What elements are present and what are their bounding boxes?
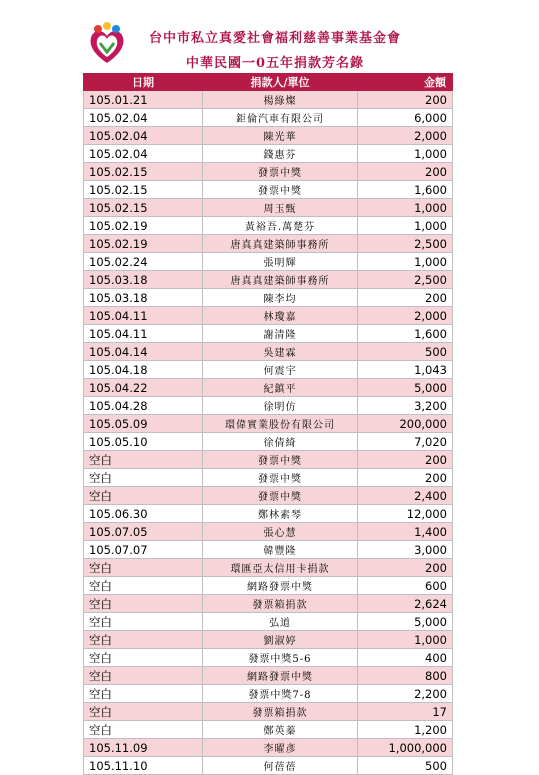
- row-date: 105.02.19: [84, 217, 203, 235]
- row-date: 105.02.04: [84, 145, 203, 163]
- table-row: [84, 721, 453, 739]
- row-date: 105.11.09: [84, 739, 203, 757]
- row-amount: 200,000: [358, 415, 453, 433]
- row-amount: 1,000,000: [358, 739, 453, 757]
- row-date: 105.06.30: [84, 505, 203, 523]
- row-date: 105.03.18: [84, 271, 203, 289]
- table-row: [84, 163, 453, 181]
- row-amount: 200: [358, 451, 453, 469]
- row-donor: 楊綠燦: [203, 91, 358, 109]
- row-date: 空白: [84, 631, 203, 649]
- table-row: [84, 469, 453, 487]
- table-row: [84, 307, 453, 325]
- table-row: [84, 577, 453, 595]
- row-amount: 3,200: [358, 397, 453, 415]
- row-donor: 唐真真建築師事務所: [203, 271, 358, 289]
- table-row: [84, 271, 453, 289]
- row-date: 105.04.11: [84, 307, 203, 325]
- table-row: [84, 649, 453, 667]
- row-amount: 2,624: [358, 595, 453, 613]
- row-donor: 環偉實業股份有限公司: [203, 415, 358, 433]
- row-donor: 發票中獎5-6: [203, 649, 358, 667]
- donation-table: [83, 73, 453, 775]
- row-amount: 400: [358, 649, 453, 667]
- header-date: 日期: [84, 74, 203, 91]
- row-amount: 200: [358, 91, 453, 109]
- row-date: 空白: [84, 613, 203, 631]
- row-donor: 何蓓蓓: [203, 757, 358, 775]
- row-donor: 紀鎮平: [203, 379, 358, 397]
- table-row: [84, 631, 453, 649]
- table-row: [84, 523, 453, 541]
- row-date: 105.04.18: [84, 361, 203, 379]
- table-row: [84, 559, 453, 577]
- row-donor: 韓豐隆: [203, 541, 358, 559]
- row-donor: 發票中獎: [203, 469, 358, 487]
- row-donor: 發票中獎: [203, 451, 358, 469]
- header-donor: 捐款人/單位: [203, 74, 358, 91]
- row-donor: 黃裕吾.萬楚芬: [203, 217, 358, 235]
- row-date: 105.04.22: [84, 379, 203, 397]
- row-donor: 發票中獎: [203, 163, 358, 181]
- row-amount: 1,200: [358, 721, 453, 739]
- table-row: [84, 181, 453, 199]
- row-amount: 1,043: [358, 361, 453, 379]
- row-donor: 唐真真建築師事務所: [203, 235, 358, 253]
- row-date: 105.11.10: [84, 757, 203, 775]
- table-row: [84, 217, 453, 235]
- row-date: 105.04.28: [84, 397, 203, 415]
- foundation-logo: [86, 21, 128, 65]
- donation-list-title: 中華民國一0五年捐款芳名錄: [185, 56, 365, 71]
- row-donor: 徐倩綺: [203, 433, 358, 451]
- table-row: [84, 667, 453, 685]
- table-row: [84, 235, 453, 253]
- row-amount: 1,000: [358, 199, 453, 217]
- row-amount: 5,000: [358, 613, 453, 631]
- table-row: [84, 91, 453, 109]
- row-date: 空白: [84, 577, 203, 595]
- organization-title: 台中市私立真愛社會福利慈善事業基金會: [148, 31, 401, 46]
- row-donor: 張心慧: [203, 523, 358, 541]
- row-date: 105.07.07: [84, 541, 203, 559]
- row-date: 105.02.04: [84, 109, 203, 127]
- row-donor: 發票中獎: [203, 487, 358, 505]
- row-donor: 李曜彥: [203, 739, 358, 757]
- table-row: [84, 379, 453, 397]
- row-amount: 2,200: [358, 685, 453, 703]
- row-date: 空白: [84, 685, 203, 703]
- row-date: 105.04.11: [84, 325, 203, 343]
- row-amount: 2,500: [358, 235, 453, 253]
- row-date: 空白: [84, 595, 203, 613]
- row-amount: 2,000: [358, 307, 453, 325]
- table-row: [84, 289, 453, 307]
- row-amount: 1,000: [358, 253, 453, 271]
- table-row: [84, 109, 453, 127]
- table-header-row: [84, 74, 453, 91]
- table-row: [84, 397, 453, 415]
- row-date: 空白: [84, 721, 203, 739]
- row-amount: 200: [358, 469, 453, 487]
- row-amount: 200: [358, 289, 453, 307]
- row-donor: 網路發票中獎: [203, 667, 358, 685]
- row-donor: 網路發票中獎: [203, 577, 358, 595]
- row-amount: 2,500: [358, 271, 453, 289]
- row-amount: 500: [358, 757, 453, 775]
- row-donor: 環匯亞太信用卡捐款: [203, 559, 358, 577]
- table-row: [84, 685, 453, 703]
- table-row: [84, 613, 453, 631]
- row-date: 105.02.15: [84, 163, 203, 181]
- row-donor: 發票箱捐款: [203, 703, 358, 721]
- row-amount: 12,000: [358, 505, 453, 523]
- row-date: 105.07.05: [84, 523, 203, 541]
- header-amount: 金額: [358, 74, 453, 91]
- row-amount: 1,000: [358, 145, 453, 163]
- row-date: 105.02.15: [84, 199, 203, 217]
- row-date: 空白: [84, 667, 203, 685]
- row-donor: 吳建霖: [203, 343, 358, 361]
- table-row: [84, 199, 453, 217]
- row-donor: 鉅倫汽車有限公司: [203, 109, 358, 127]
- row-donor: 徐明仿: [203, 397, 358, 415]
- row-donor: 錢惠芬: [203, 145, 358, 163]
- row-donor: 林瓊嘉: [203, 307, 358, 325]
- row-donor: 發票中獎: [203, 181, 358, 199]
- table-row: [84, 487, 453, 505]
- row-date: 105.01.21: [84, 91, 203, 109]
- row-date: 105.02.19: [84, 235, 203, 253]
- row-date: 空白: [84, 649, 203, 667]
- row-amount: 800: [358, 667, 453, 685]
- row-date: 105.02.24: [84, 253, 203, 271]
- row-donor: 鄭林素琴: [203, 505, 358, 523]
- row-date: 空白: [84, 487, 203, 505]
- row-date: 空白: [84, 451, 203, 469]
- row-amount: 7,020: [358, 433, 453, 451]
- row-donor: 鄭英蓁: [203, 721, 358, 739]
- table-row: [84, 433, 453, 451]
- row-donor: 陳李均: [203, 289, 358, 307]
- row-date: 空白: [84, 703, 203, 721]
- row-donor: 周玉甄: [203, 199, 358, 217]
- row-amount: 600: [358, 577, 453, 595]
- row-date: 105.02.15: [84, 181, 203, 199]
- row-amount: 1,000: [358, 631, 453, 649]
- row-donor: 弘道: [203, 613, 358, 631]
- table-row: [84, 595, 453, 613]
- row-amount: 1,000: [358, 217, 453, 235]
- row-date: 空白: [84, 559, 203, 577]
- row-amount: 5,000: [358, 379, 453, 397]
- row-amount: 3,000: [358, 541, 453, 559]
- row-amount: 17: [358, 703, 453, 721]
- row-donor: 劉淑婷: [203, 631, 358, 649]
- table-row: [84, 739, 453, 757]
- row-donor: 張明輝: [203, 253, 358, 271]
- table-row: [84, 415, 453, 433]
- row-amount: 2,000: [358, 127, 453, 145]
- table-row: [84, 757, 453, 775]
- row-amount: 1,600: [358, 325, 453, 343]
- row-amount: 200: [358, 163, 453, 181]
- row-amount: 6,000: [358, 109, 453, 127]
- table-row: [84, 145, 453, 163]
- row-date: 105.02.04: [84, 127, 203, 145]
- table-row: [84, 505, 453, 523]
- row-amount: 2,400: [358, 487, 453, 505]
- row-amount: 1,400: [358, 523, 453, 541]
- row-donor: 發票中獎7-8: [203, 685, 358, 703]
- table-row: [84, 361, 453, 379]
- row-date: 105.04.14: [84, 343, 203, 361]
- table-row: [84, 343, 453, 361]
- table-row: [84, 127, 453, 145]
- row-date: 105.05.09: [84, 415, 203, 433]
- table-row: [84, 325, 453, 343]
- table-row: [84, 541, 453, 559]
- row-date: 空白: [84, 469, 203, 487]
- row-donor: 陳光華: [203, 127, 358, 145]
- row-donor: 何震宇: [203, 361, 358, 379]
- row-amount: 500: [358, 343, 453, 361]
- table-row: [84, 703, 453, 721]
- row-date: 105.03.18: [84, 289, 203, 307]
- row-amount: 200: [358, 559, 453, 577]
- row-date: 105.05.10: [84, 433, 203, 451]
- table-row: [84, 451, 453, 469]
- table-row: [84, 253, 453, 271]
- row-donor: 發票箱捐款: [203, 595, 358, 613]
- row-donor: 謝清隆: [203, 325, 358, 343]
- row-amount: 1,600: [358, 181, 453, 199]
